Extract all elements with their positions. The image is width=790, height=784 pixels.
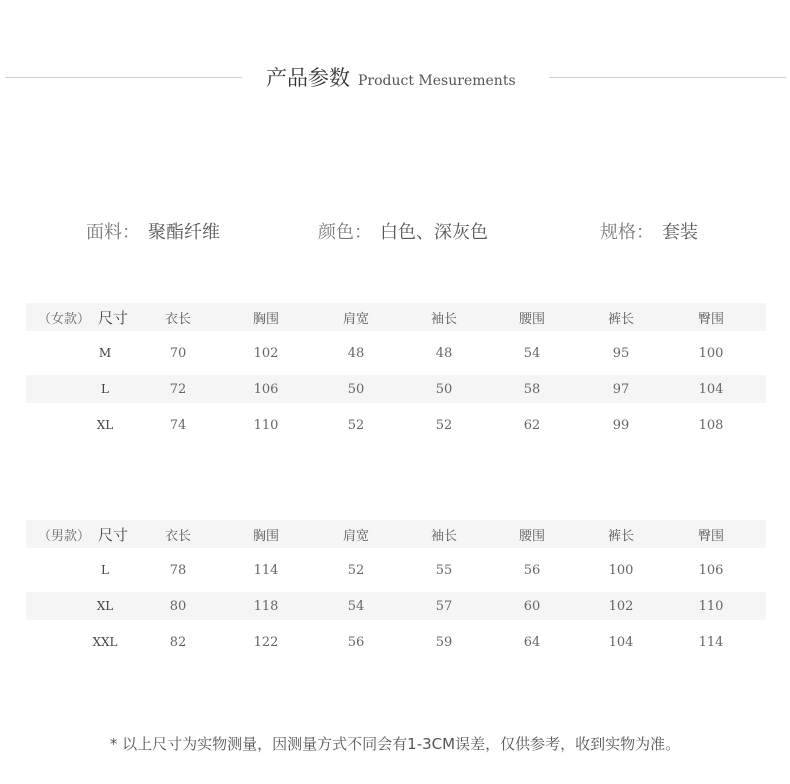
table-row: [26, 403, 766, 447]
column-header: 袖长: [430, 311, 457, 327]
spec-fabric-label: 面料：: [86, 222, 140, 243]
table-cell: 102: [608, 598, 634, 614]
header-divider-right: [549, 77, 786, 78]
table-cell: 97: [612, 381, 630, 397]
size-cell: L: [101, 382, 109, 396]
table-cell: 118: [253, 598, 279, 614]
header-title: [266, 62, 516, 92]
column-header: 臀围: [697, 311, 724, 327]
table-cell: 48: [347, 345, 365, 361]
table-cell: 60: [523, 598, 541, 614]
table-row: [26, 548, 766, 592]
table-cell: 100: [608, 562, 634, 578]
men-size-table: [26, 520, 766, 664]
spec-size-label: 规格：: [600, 222, 654, 243]
table-cell: 104: [698, 381, 724, 397]
table-cell: 104: [608, 634, 634, 650]
table-cell: 57: [435, 598, 453, 614]
size-cell: M: [98, 346, 112, 360]
table-cell: 114: [698, 634, 724, 650]
table-cell: 50: [435, 381, 453, 397]
column-header: 胸围: [252, 528, 279, 544]
table-cell: 59: [435, 634, 453, 650]
table-cell: 48: [435, 345, 453, 361]
table-row: [26, 331, 766, 375]
column-header: 肩宽: [342, 528, 369, 544]
table-cell: 62: [523, 417, 541, 433]
spec-fabric-value: 聚酯纤维: [148, 222, 220, 243]
table-cell: 50: [347, 381, 365, 397]
size-cell: XL: [96, 599, 114, 613]
table-row: [26, 620, 766, 664]
table-cell: 80: [169, 598, 187, 614]
column-header: 腰围: [518, 311, 545, 327]
table-cell: 110: [253, 417, 279, 433]
table-cell: 114: [253, 562, 279, 578]
size-cell: XXL: [92, 635, 118, 649]
header-divider-left: [5, 77, 242, 78]
spec-color: [318, 218, 488, 244]
column-header: 腰围: [518, 528, 545, 544]
table-row: [26, 592, 766, 620]
column-header: 衣长: [164, 528, 191, 544]
table-cell: 78: [169, 562, 187, 578]
gender-label: （男款）: [38, 528, 91, 544]
table-cell: 122: [253, 634, 279, 650]
column-header: 裤长: [607, 311, 634, 327]
size-cell: L: [101, 563, 109, 577]
column-header: 裤长: [607, 528, 634, 544]
header-title-zh: 产品参数: [266, 66, 350, 90]
table-cell: 55: [435, 562, 453, 578]
size-cell: XL: [96, 418, 114, 432]
table-cell: 52: [347, 562, 365, 578]
header-title-en: Product Mesurements: [358, 73, 516, 89]
women-size-table: [26, 303, 766, 447]
column-header: 臀围: [697, 528, 724, 544]
table-header-row: [26, 303, 766, 331]
table-cell: 72: [169, 381, 187, 397]
table-cell: 52: [435, 417, 453, 433]
table-cell: 108: [698, 417, 724, 433]
table-cell: 64: [523, 634, 541, 650]
table-cell: 58: [523, 381, 541, 397]
table-cell: 54: [347, 598, 365, 614]
measurement-note: * 以上尺寸为实物测量，因测量方式不同会有1-3CM误差，仅供参考，收到实物为准。: [109, 735, 681, 753]
table-cell: 106: [698, 562, 724, 578]
column-header: 肩宽: [342, 311, 369, 327]
table-header-row: [26, 520, 766, 548]
table-cell: 70: [169, 345, 187, 361]
table-cell: 100: [698, 345, 724, 361]
table-cell: 56: [347, 634, 365, 650]
column-header: 袖长: [430, 528, 457, 544]
table-cell: 99: [612, 417, 630, 433]
table-cell: 95: [612, 345, 630, 361]
table-cell: 106: [253, 381, 279, 397]
table-cell: 52: [347, 417, 365, 433]
size-header: 尺寸: [98, 525, 129, 544]
table-row: [26, 375, 766, 403]
gender-label: （女款）: [38, 311, 91, 327]
spec-size-value: 套装: [662, 222, 698, 243]
table-cell: 74: [169, 417, 187, 433]
column-header: 衣长: [164, 311, 191, 327]
table-cell: 54: [523, 345, 541, 361]
table-cell: 82: [169, 634, 187, 650]
size-header: 尺寸: [98, 308, 129, 327]
column-header: 胸围: [252, 311, 279, 327]
spec-fabric: [86, 218, 220, 244]
section-header: [0, 62, 790, 98]
spec-size: [600, 218, 698, 244]
table-cell: 110: [698, 598, 724, 614]
spec-color-value: 白色、深灰色: [380, 222, 488, 243]
table-cell: 56: [523, 562, 541, 578]
table-cell: 102: [253, 345, 279, 361]
spec-color-label: 颜色：: [318, 222, 372, 243]
